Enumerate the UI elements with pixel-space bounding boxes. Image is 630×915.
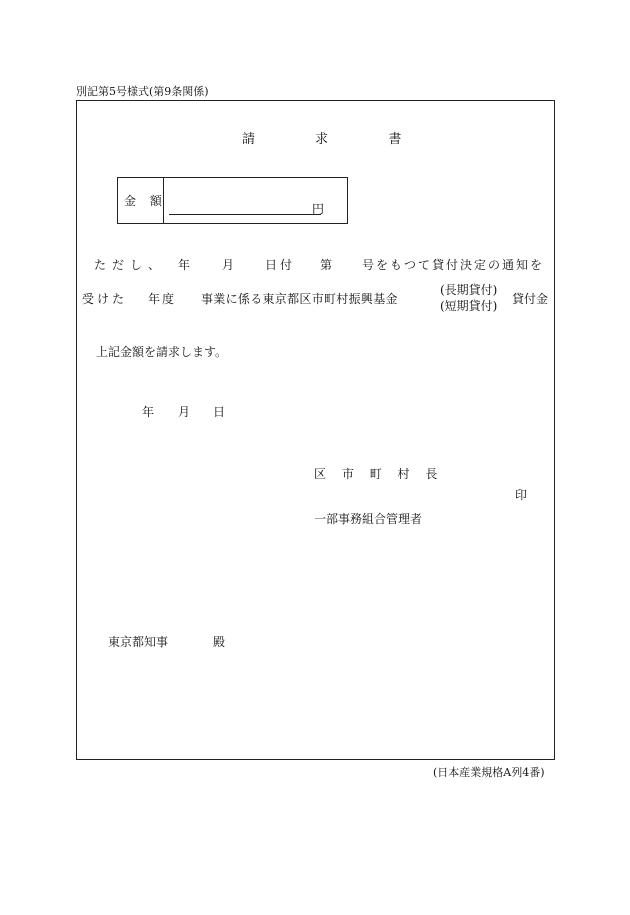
amount-underline <box>169 214 321 215</box>
amount-label-char: 金 <box>124 194 137 208</box>
body-line3: 上記金額を請求します。 <box>96 345 228 359</box>
body-line2-fiscal-year: 年度 <box>148 292 177 306</box>
body-line1-year: 年 <box>178 258 191 272</box>
footer-note: (日本産業規格A列4番) <box>433 766 545 779</box>
body-line1-prefix: ただし、 <box>94 258 167 272</box>
date-month: 月 <box>178 405 191 419</box>
addressee-name: 東京都知事 <box>108 635 169 649</box>
body-line2-option-short: (短期貸付) <box>440 299 498 313</box>
body-line1-rest: 号をもつて貸付決定の通知を <box>362 258 545 272</box>
signatory-char: 長 <box>425 467 438 481</box>
date-year: 年 <box>142 405 155 419</box>
body-line1-day: 日付 <box>265 258 296 272</box>
body-line2-prefix: 受けた <box>82 292 128 306</box>
signatory-alt: 一部事務組合管理者 <box>314 512 423 526</box>
header-note: 別記第5号様式(第9条関係) <box>76 85 209 98</box>
body-line2-option-long: (長期貸付) <box>440 283 498 297</box>
signatory-char: 市 <box>341 467 354 481</box>
body-line1-month: 月 <box>222 258 235 272</box>
signatory-char: 村 <box>397 467 410 481</box>
body-line2-middle: 事業に係る東京都区市町村振興基金 <box>201 292 398 306</box>
amount-label-char: 額 <box>149 194 162 208</box>
amount-divider <box>163 177 164 224</box>
title-char: 書 <box>388 132 402 147</box>
amount-unit: 円 <box>312 202 325 216</box>
seal-mark: 印 <box>515 488 528 502</box>
signatory-char: 区 <box>314 467 327 481</box>
amount-label <box>124 195 162 207</box>
body-line2-suffix: 貸付金 <box>512 292 549 306</box>
addressee-honorific: 殿 <box>213 635 226 649</box>
title-char: 求 <box>315 132 329 147</box>
signatory-char: 町 <box>369 467 382 481</box>
signatory-title <box>314 468 437 480</box>
title-char: 請 <box>242 132 256 147</box>
date-day: 日 <box>213 405 226 419</box>
body-line1-number-prefix: 第 <box>320 258 333 272</box>
form-title <box>242 133 401 146</box>
